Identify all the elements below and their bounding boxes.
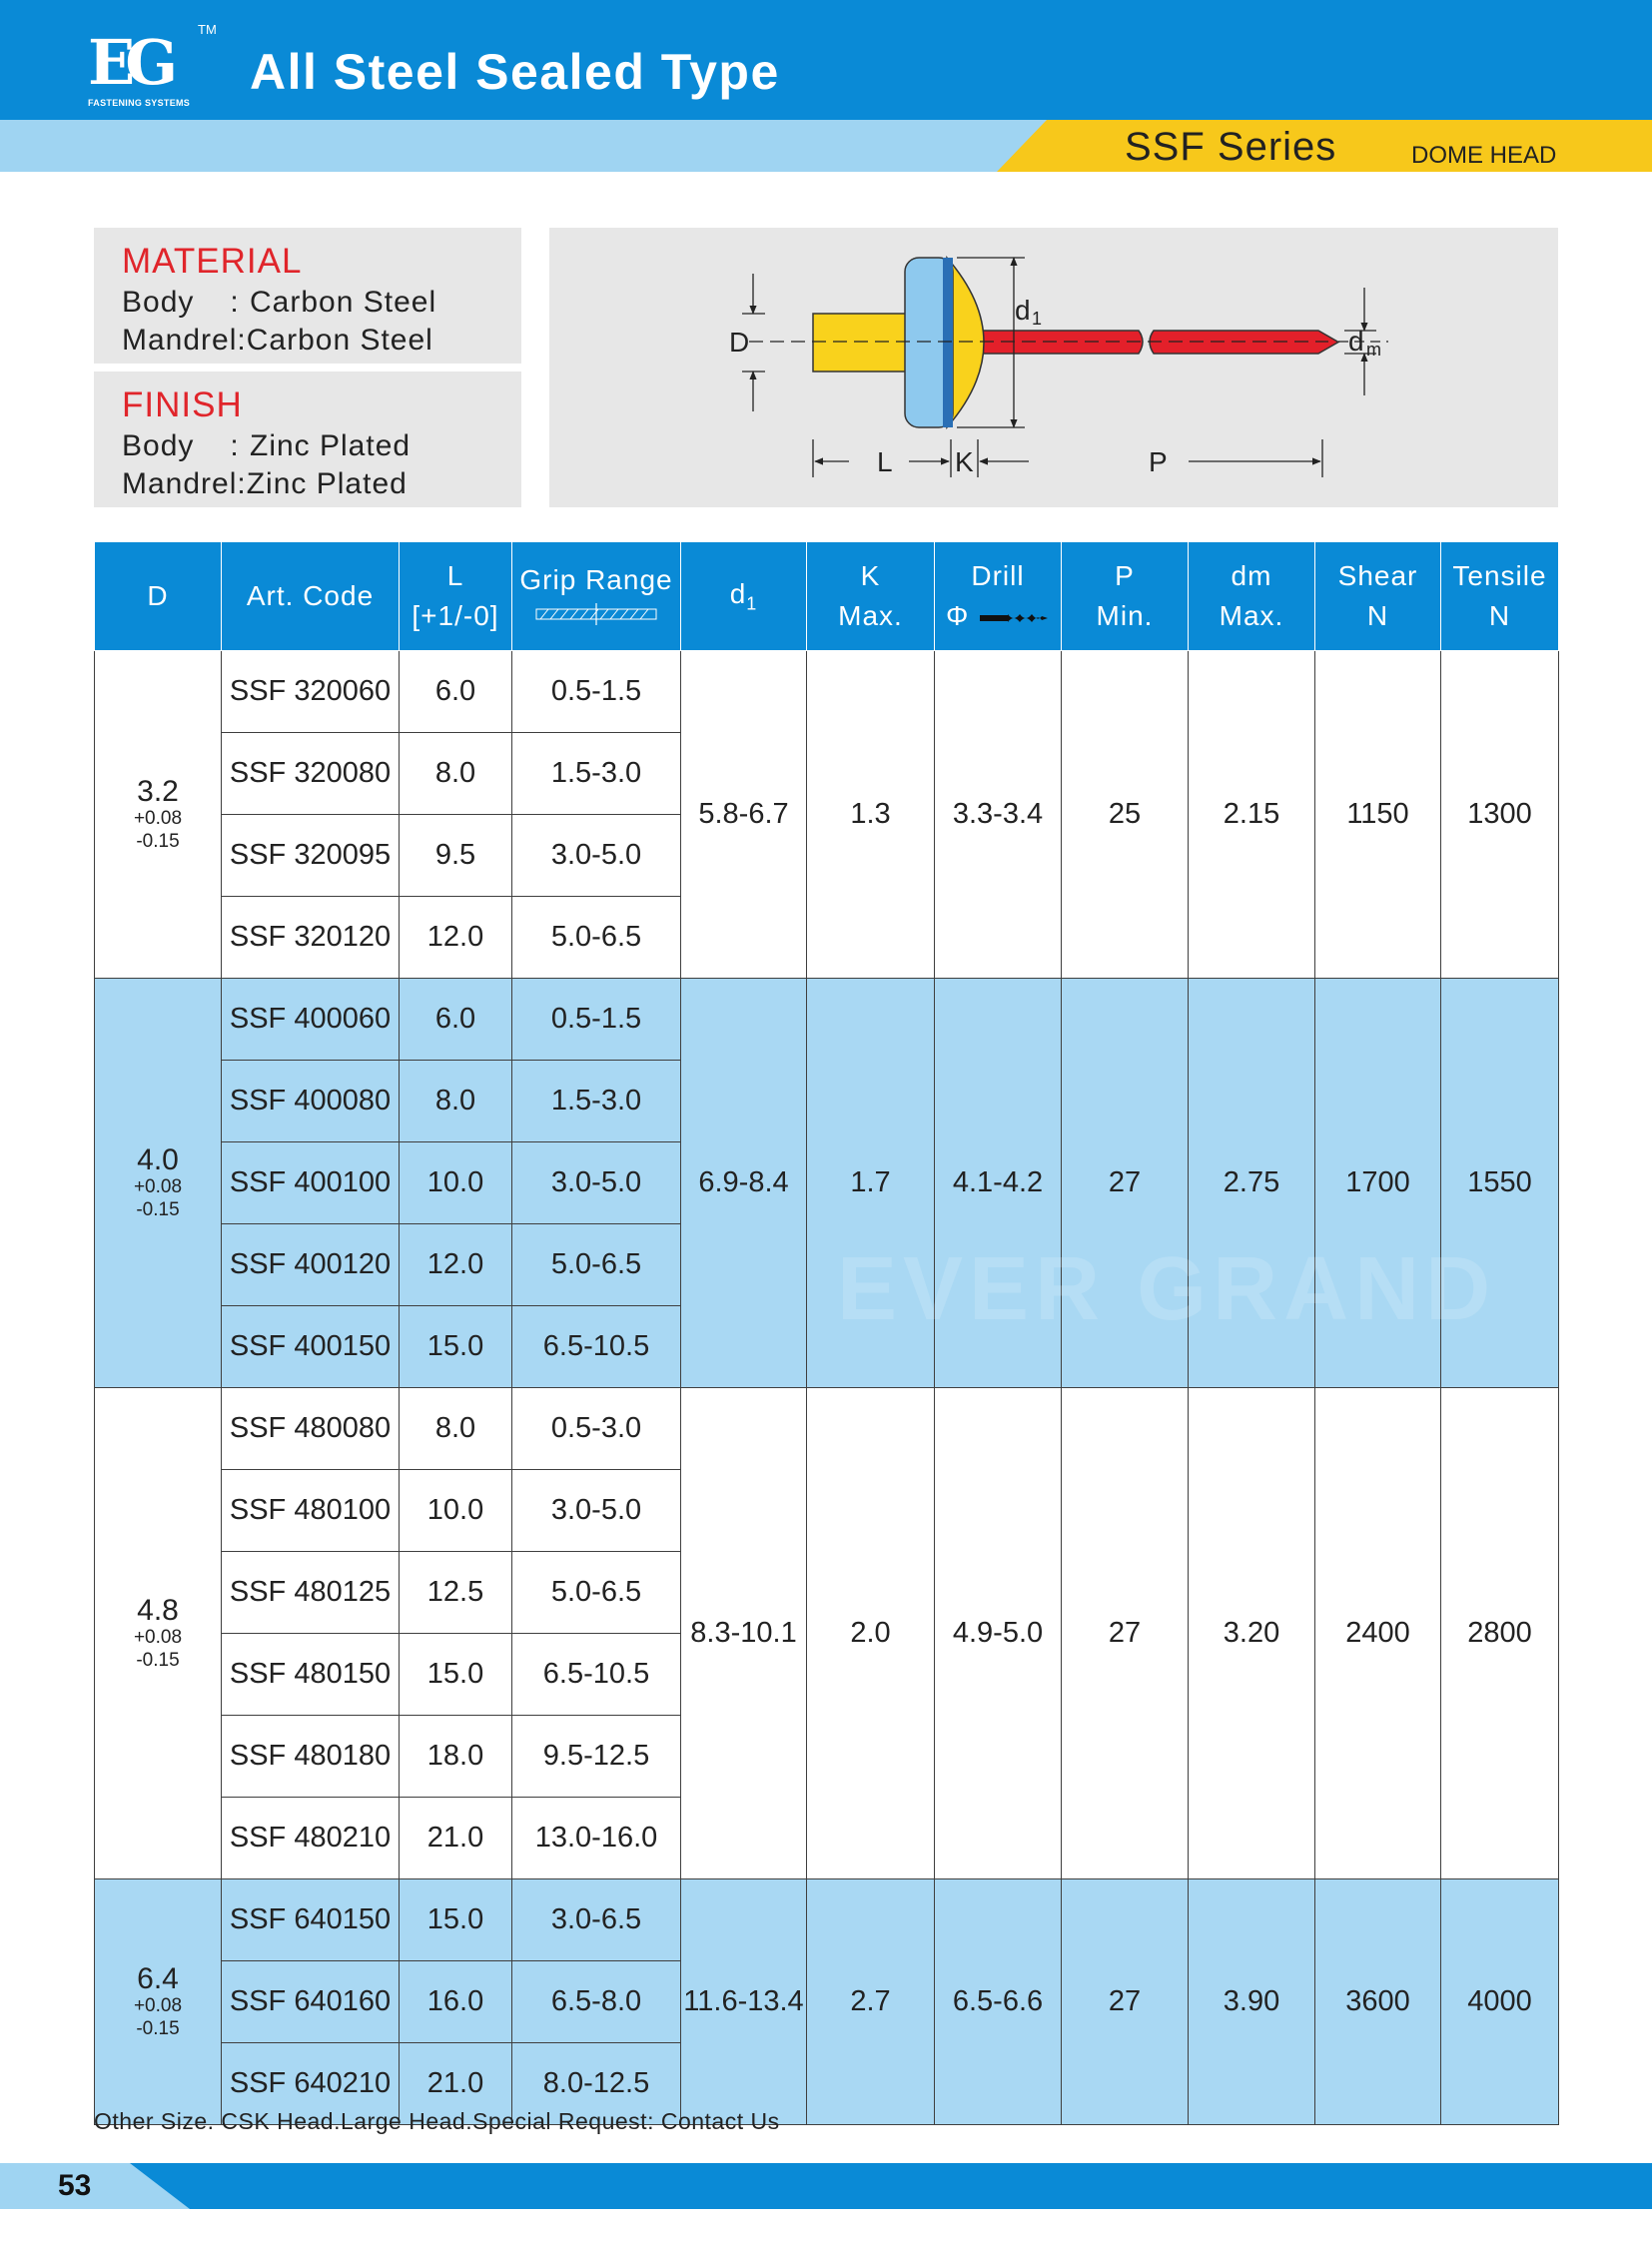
grip-range-cell: 6.5-8.0	[512, 1961, 681, 2043]
grip-range-cell: 9.5-12.5	[512, 1716, 681, 1798]
tolerance-plus: +0.08	[133, 1626, 183, 1648]
mandrel-length-cell: 27	[1062, 1879, 1189, 2125]
tensile-cell: 1550	[1441, 979, 1559, 1388]
art-code-cell: SSF 400100	[222, 1142, 400, 1224]
grip-range-cell: 3.0-5.0	[512, 815, 681, 897]
drill-cell: 4.9-5.0	[935, 1388, 1062, 1879]
table-row	[95, 1879, 1559, 1961]
head-type: DOME HEAD	[1411, 142, 1557, 169]
mandrel-length-cell: 27	[1062, 979, 1189, 1388]
header-P: P Min.	[1062, 542, 1189, 651]
header-drill: Drill Φ	[935, 542, 1062, 651]
head-diameter-cell: 8.3-10.1	[681, 1388, 807, 1879]
spec-table-body	[95, 651, 1559, 2125]
length-cell: 8.0	[400, 1388, 512, 1470]
label-d1-sub: 1	[1032, 309, 1043, 329]
grip-range-cell: 1.5-3.0	[512, 1061, 681, 1142]
art-code-cell: SSF 400150	[222, 1306, 400, 1388]
finish-heading: FINISH	[122, 385, 243, 424]
table-row	[95, 651, 1559, 733]
length-cell: 9.5	[400, 815, 512, 897]
art-code-cell: SSF 400060	[222, 979, 400, 1061]
tolerance-plus: +0.08	[133, 807, 183, 829]
length-cell: 12.5	[400, 1552, 512, 1634]
page-number: 53	[58, 2169, 92, 2202]
finish-body-label: Body	[122, 429, 195, 462]
rivet-head-edge	[943, 258, 953, 427]
header-shear: Shear N	[1315, 542, 1441, 651]
finish-mandrel-value: Zinc Plated	[246, 467, 408, 500]
length-cell: 10.0	[400, 1470, 512, 1552]
art-code-cell: SSF 640210	[222, 2043, 400, 2125]
art-code-cell: SSF 480080	[222, 1388, 400, 1470]
header-grip-range: Grip Range	[512, 542, 681, 651]
art-code-cell: SSF 400120	[222, 1224, 400, 1306]
art-code-cell: SSF 320095	[222, 815, 400, 897]
diameter-cell	[95, 1879, 222, 2125]
label-L: L	[877, 446, 893, 477]
header-bar	[0, 0, 1652, 120]
material-body-value: Carbon Steel	[250, 286, 437, 319]
header-dm: dm Max.	[1189, 542, 1315, 651]
length-cell: 6.0	[400, 651, 512, 733]
art-code-cell: SSF 320060	[222, 651, 400, 733]
head-height-cell: 2.7	[807, 1879, 935, 2125]
diameter-cell	[95, 651, 222, 979]
grip-range-cell: 8.0-12.5	[512, 2043, 681, 2125]
finish-body-value: Zinc Plated	[250, 429, 412, 462]
art-code-cell: SSF 480100	[222, 1470, 400, 1552]
table-header-row	[95, 542, 1559, 651]
grip-range-cell: 6.5-10.5	[512, 1306, 681, 1388]
shear-cell: 1700	[1315, 979, 1441, 1388]
length-cell: 21.0	[400, 2043, 512, 2125]
label-dm-sub: m	[1366, 340, 1381, 360]
art-code-cell: SSF 480210	[222, 1798, 400, 1879]
length-cell: 16.0	[400, 1961, 512, 2043]
length-cell: 21.0	[400, 1798, 512, 1879]
footnote: Other Size. CSK Head.Large Head.Special Request: Contact Us	[94, 2108, 780, 2134]
mandrel-length-cell: 27	[1062, 1388, 1189, 1879]
diameter-symbol: Φ	[945, 600, 970, 631]
mandrel-diameter-cell: 2.15	[1189, 651, 1315, 979]
length-cell: 15.0	[400, 1879, 512, 1961]
length-cell: 10.0	[400, 1142, 512, 1224]
mandrel-diameter-cell: 3.20	[1189, 1388, 1315, 1879]
rivet-diagram	[549, 228, 1558, 507]
grip-range-cell: 5.0-6.5	[512, 1552, 681, 1634]
label-d1: d	[1015, 295, 1031, 326]
head-height-cell: 1.7	[807, 979, 935, 1388]
tolerance-plus: +0.08	[133, 1994, 183, 2016]
grip-range-cell: 3.0-5.0	[512, 1142, 681, 1224]
head-diameter-cell: 5.8-6.7	[681, 651, 807, 979]
art-code-cell: SSF 480150	[222, 1634, 400, 1716]
diameter-value: 3.2	[137, 774, 179, 808]
label-K: K	[955, 446, 974, 477]
art-code-cell: SSF 400080	[222, 1061, 400, 1142]
grip-range-icon	[526, 603, 666, 625]
trademark-symbol: TM	[198, 22, 217, 37]
diameter-cell	[95, 979, 222, 1388]
company-logo	[88, 22, 218, 112]
logo-mark: EG	[88, 26, 169, 99]
tolerance-minus: -0.15	[136, 2017, 180, 2039]
grip-range-cell: 5.0-6.5	[512, 897, 681, 979]
grip-range-cell: 5.0-6.5	[512, 1224, 681, 1306]
header-art-code: Art. Code	[222, 542, 400, 651]
length-cell: 12.0	[400, 1224, 512, 1306]
finish-box	[94, 372, 521, 507]
material-heading: MATERIAL	[122, 242, 303, 281]
tolerance-plus: +0.08	[133, 1175, 183, 1197]
tolerance-minus: -0.15	[136, 830, 180, 852]
tolerance-minus: -0.15	[136, 1198, 180, 1220]
drill-cell: 6.5-6.6	[935, 1879, 1062, 2125]
header-D: D	[95, 542, 222, 651]
diameter-value: 4.8	[137, 1593, 179, 1627]
length-cell: 15.0	[400, 1306, 512, 1388]
diameter-value: 4.0	[137, 1142, 179, 1176]
drill-cell: 3.3-3.4	[935, 651, 1062, 979]
mandrel-diameter-cell: 2.75	[1189, 979, 1315, 1388]
material-mandrel-label: Mandrel	[122, 324, 238, 357]
material-mandrel-line: Mandrel:Carbon Steel	[122, 324, 433, 357]
art-code-cell: SSF 480125	[222, 1552, 400, 1634]
page-title: All Steel Sealed Type	[250, 44, 780, 100]
grip-range-cell: 0.5-1.5	[512, 979, 681, 1061]
material-box	[94, 228, 521, 364]
art-code-cell: SSF 640150	[222, 1879, 400, 1961]
table-row	[95, 1388, 1559, 1470]
drill-cell: 4.1-4.2	[935, 979, 1062, 1388]
grip-range-cell: 3.0-5.0	[512, 1470, 681, 1552]
head-diameter-cell: 6.9-8.4	[681, 979, 807, 1388]
length-cell: 8.0	[400, 1061, 512, 1142]
length-cell: 6.0	[400, 979, 512, 1061]
label-D: D	[729, 327, 750, 358]
tensile-cell: 4000	[1441, 1879, 1559, 2125]
tolerance-minus: -0.15	[136, 1649, 180, 1671]
grip-range-cell: 3.0-6.5	[512, 1879, 681, 1961]
material-mandrel-value: Carbon Steel	[246, 324, 433, 357]
art-code-cell: SSF 320120	[222, 897, 400, 979]
logo-subtitle: FASTENING SYSTEMS	[88, 98, 191, 108]
art-code-cell: SSF 480180	[222, 1716, 400, 1798]
header-d1: $d_1$	[681, 542, 807, 651]
footer-bar	[0, 2163, 1652, 2209]
length-cell: 18.0	[400, 1716, 512, 1798]
grip-range-cell: 1.5-3.0	[512, 733, 681, 815]
shear-cell: 3600	[1315, 1879, 1441, 2125]
grip-range-cell: 6.5-10.5	[512, 1634, 681, 1716]
tensile-cell: 2800	[1441, 1388, 1559, 1879]
header-tensile: Tensile N	[1441, 542, 1559, 651]
header-L: L [+1/-0]	[400, 542, 512, 651]
finish-mandrel-line: Mandrel:Zinc Plated	[122, 467, 408, 500]
material-body-line: Body : Carbon Steel	[122, 286, 437, 319]
tensile-cell: 1300	[1441, 651, 1559, 979]
label-P: P	[1149, 446, 1168, 477]
head-height-cell: 2.0	[807, 1388, 935, 1879]
head-diameter-cell: 11.6-13.4	[681, 1879, 807, 2125]
art-code-cell: SSF 320080	[222, 733, 400, 815]
diameter-value: 6.4	[137, 1961, 179, 1995]
watermark-text: EVER GRAND	[837, 1239, 1497, 1339]
diameter-cell	[95, 1388, 222, 1879]
length-cell: 12.0	[400, 897, 512, 979]
label-dm: d	[1348, 326, 1364, 357]
grip-range-cell: 13.0-16.0	[512, 1798, 681, 1879]
length-cell: 8.0	[400, 733, 512, 815]
art-code-cell: SSF 640160	[222, 1961, 400, 2043]
series-name: SSF Series	[1125, 125, 1337, 169]
mandrel-length-cell: 25	[1062, 651, 1189, 979]
grip-range-cell: 0.5-3.0	[512, 1388, 681, 1470]
shear-cell: 1150	[1315, 651, 1441, 979]
drill-bit-icon	[978, 610, 1050, 626]
table-row	[95, 979, 1559, 1061]
mandrel-diameter-cell: 3.90	[1189, 1879, 1315, 2125]
shear-cell: 2400	[1315, 1388, 1441, 1879]
finish-mandrel-label: Mandrel	[122, 467, 238, 500]
length-cell: 15.0	[400, 1634, 512, 1716]
rivet-diagram-panel	[549, 228, 1558, 507]
head-height-cell: 1.3	[807, 651, 935, 979]
finish-body-line: Body : Zinc Plated	[122, 429, 412, 462]
material-body-label: Body	[122, 286, 195, 319]
grip-range-cell: 0.5-1.5	[512, 651, 681, 733]
header-K: K Max.	[807, 542, 935, 651]
